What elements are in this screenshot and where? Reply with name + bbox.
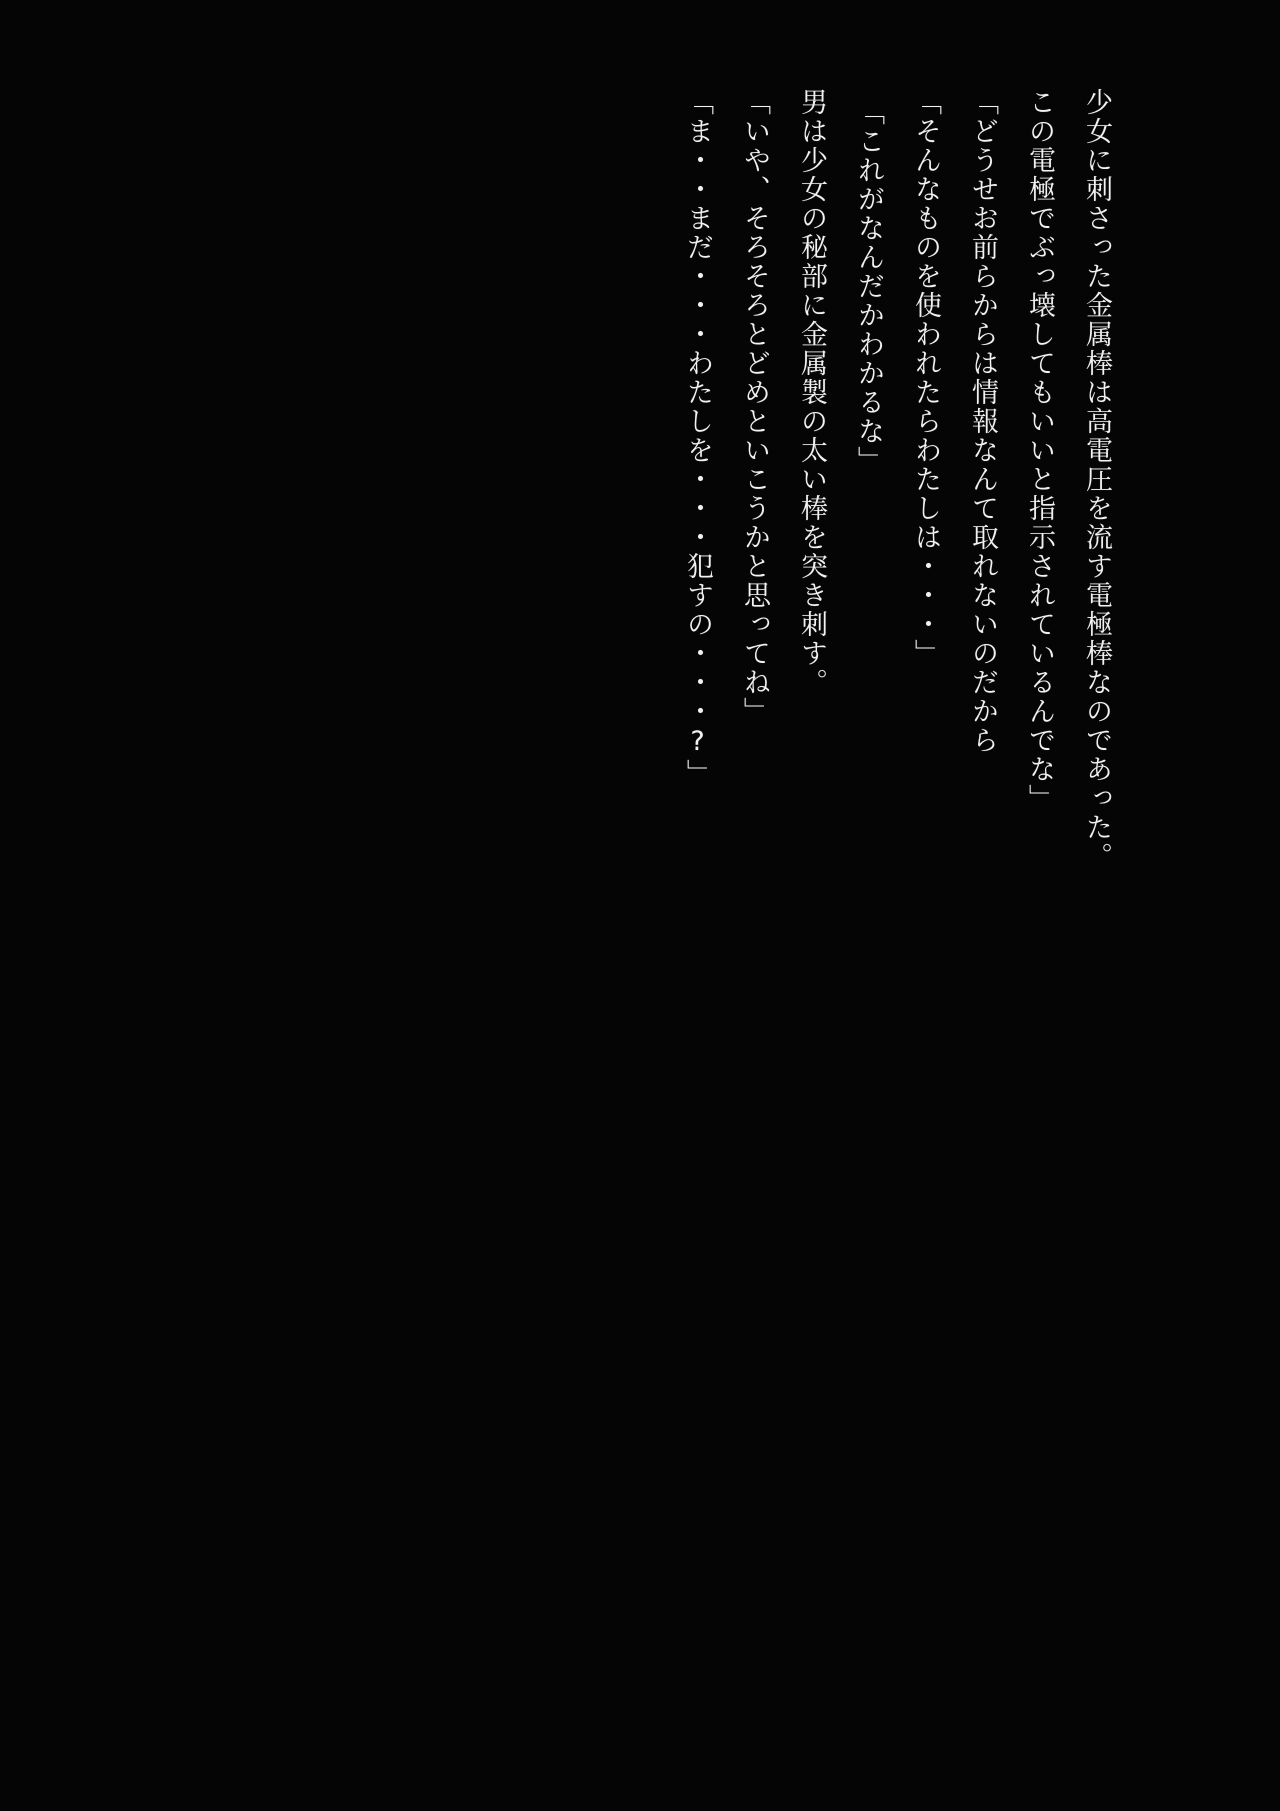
text-line: 「これがなんだかわかるな」 <box>853 98 884 475</box>
text-line: 少女に刺さった金属棒は高電圧を流す電極棒なのであった。 <box>1081 88 1112 871</box>
text-line: 「いや、そろそろとどめといこうかと思ってね」 <box>739 88 770 726</box>
text-line: この電極でぶっ壊してもいいと指示されているんでな」 <box>1024 88 1055 813</box>
text-line: 「ま・・まだ・・・わたしを・・・犯すの・・・?」 <box>682 88 713 788</box>
text-line: 「どうせお前らからは情報なんて取れないのだから <box>967 88 998 755</box>
text-line: 「そんなものを使われたらわたしは・・・」 <box>910 88 941 668</box>
text-line: 男は少女の秘部に金属製の太い棒を突き刺す。 <box>796 88 827 697</box>
vertical-text-block <box>684 88 1110 1088</box>
